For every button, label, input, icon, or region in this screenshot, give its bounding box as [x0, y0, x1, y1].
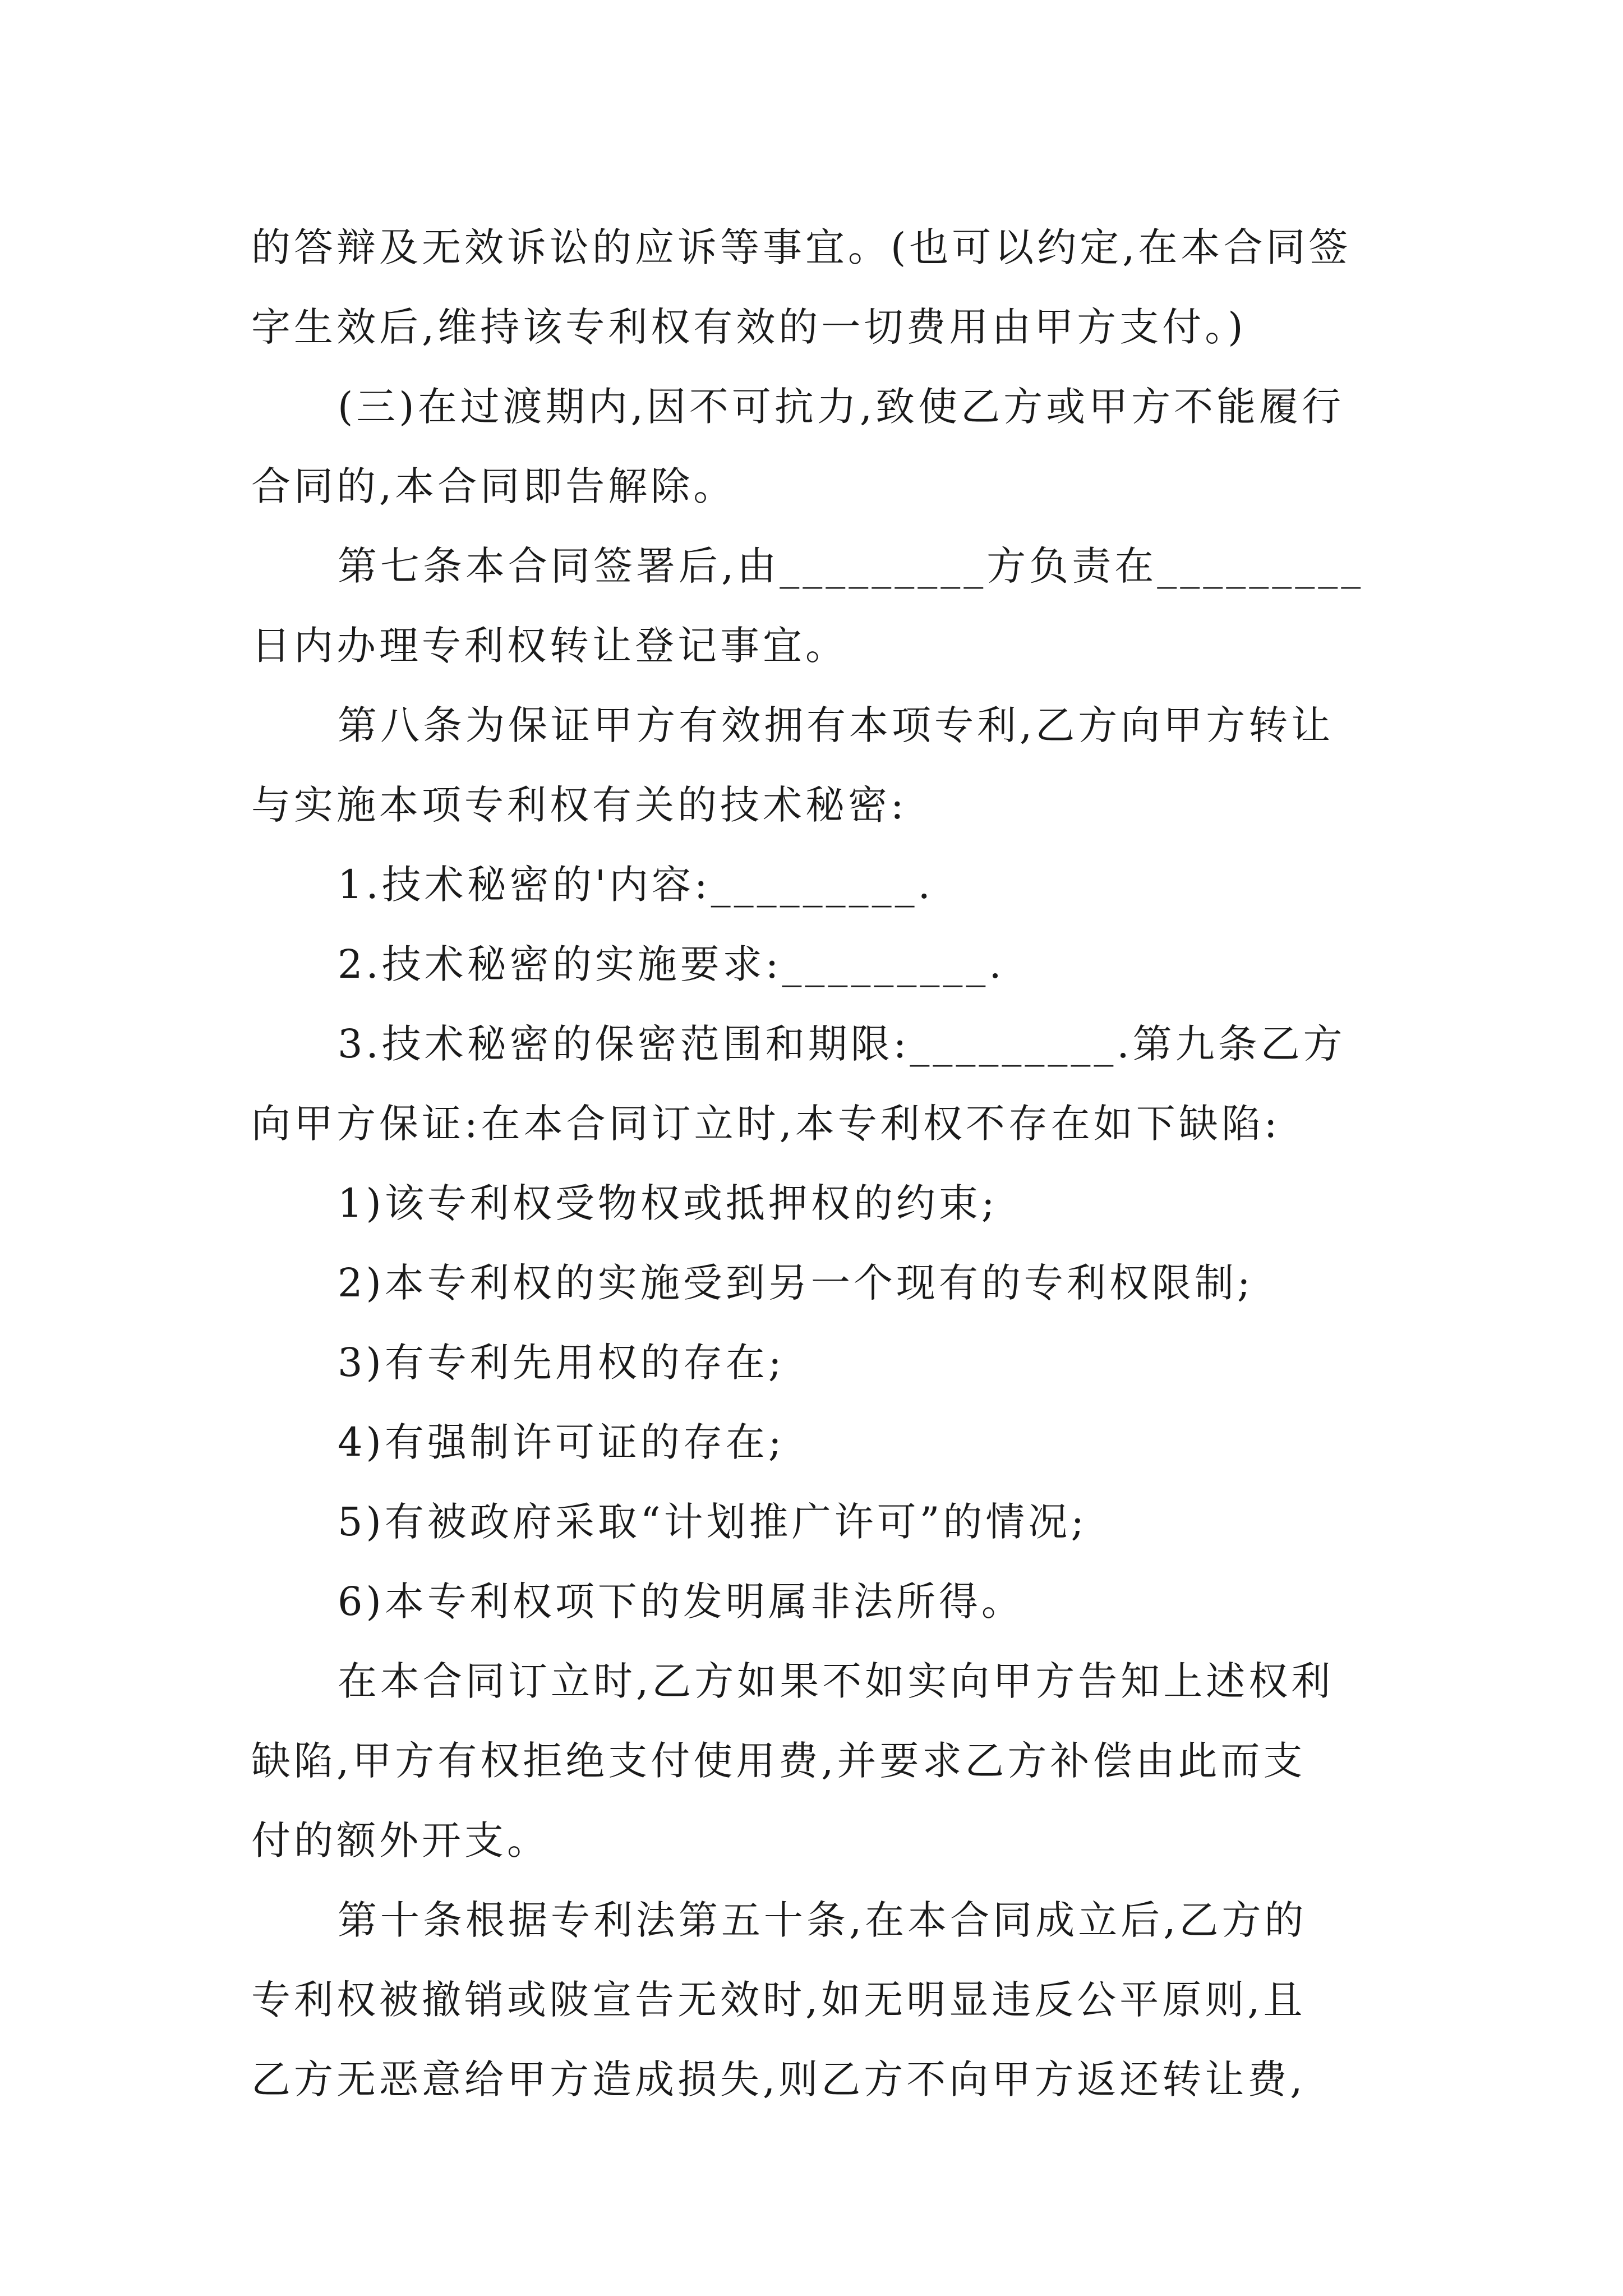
text-line-24: 乙方无恶意给甲方造成损失,则乙方不向甲方返还转让费, — [251, 2056, 1306, 2102]
text-line-20: 缺陷,甲方有权拒绝支付使用费,并要求乙方补偿由此而支 — [251, 1738, 1306, 1784]
text-line-21: 付的额外开支。 — [251, 1818, 550, 1864]
text-line-13: 1)该专利权受物权或抵押权的约束; — [338, 1180, 998, 1226]
text-line-7: 第八条为保证甲方有效拥有本项专利,乙方向甲方转让 — [338, 702, 1334, 748]
text-line-3: (三)在过渡期内,因不可抗力,致使乙方或甲方不能履行 — [338, 384, 1345, 430]
text-line-1: 的答辩及无效诉讼的应诉等事宜。(也可以约定,在本合同签 — [251, 224, 1352, 270]
text-line-18: 6)本专利权项下的发明属非法所得。 — [338, 1579, 1024, 1625]
text-line-11: 3.技术秘密的保密范围和期限:_________.第九条乙方 — [338, 1021, 1346, 1067]
text-line-17: 5)有被政府采取“计划推广许可”的情况; — [338, 1499, 1088, 1545]
text-line-22: 第十条根据专利法第五十条,在本合同成立后,乙方的 — [338, 1897, 1307, 1943]
text-line-16: 4)有强制许可证的存在; — [338, 1419, 785, 1465]
text-line-2: 字生效后,维持该专利权有效的一切费用由甲方支付。) — [251, 304, 1247, 350]
contract-text — [251, 208, 1390, 2119]
text-line-15: 3)有专利先用权的存在; — [338, 1340, 785, 1386]
text-line-10: 2.技术秘密的实施要求:_________. — [338, 941, 1005, 987]
text-line-5: 第七条本合同签署后,由_________方负责在_________ — [338, 543, 1364, 589]
text-line-23: 专利权被撤销或陂宣告无效时,如无明显违反公平原则,且 — [251, 1977, 1306, 2023]
text-line-9: 1.技术秘密的'内容:_________. — [338, 862, 934, 908]
text-line-19: 在本合同订立时,乙方如果不如实向甲方告知上述权利 — [338, 1658, 1334, 1704]
text-line-12: 向甲方保证:在本合同订立时,本专利权不存在如下缺陷: — [251, 1101, 1281, 1147]
text-line-6: 日内办理专利权转让登记事宜。 — [251, 623, 848, 669]
text-line-14: 2)本专利权的实施受到另一个现有的专利权限制; — [338, 1260, 1254, 1306]
text-line-8: 与实施本项专利权有关的技术秘密: — [251, 782, 907, 828]
text-line-4: 合同的,本合同即告解除。 — [251, 463, 736, 509]
